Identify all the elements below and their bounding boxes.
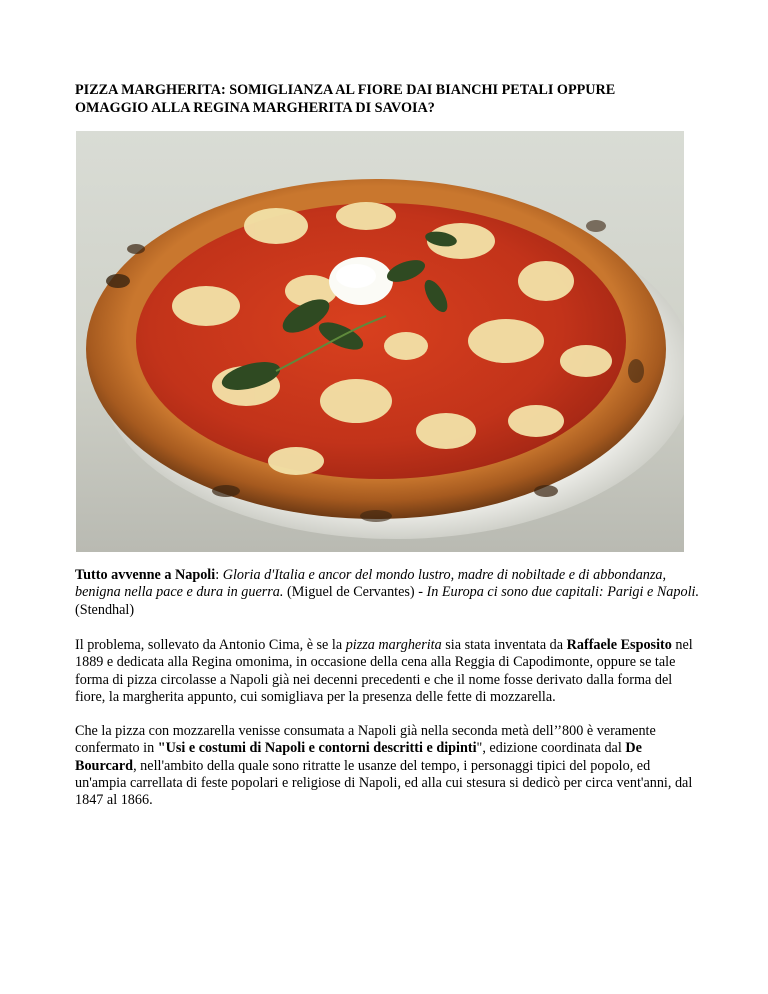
- title-line-2: OMAGGIO ALLA REGINA MARGHERITA DI SAVOIA?: [75, 99, 435, 116]
- emphasis-pizza-margherita: pizza margherita: [345, 637, 442, 653]
- bold-raffaele-esposito: Raffaele Esposito: [566, 637, 672, 653]
- cervantes-attribution: (Miguel de Cervantes) -: [283, 584, 427, 601]
- pizza-margherita-photo: [76, 131, 684, 552]
- text-run: ", edizione coordinata dal: [476, 740, 626, 757]
- text-run: Il problema, sollevato da Antonio Cima, è se la: [75, 637, 346, 653]
- page-title: [75, 82, 695, 117]
- intro-lead: Tutto avvenne a Napoli: [75, 567, 216, 583]
- stendhal-quote: In Europa ci sono due capitali: Parigi e Napoli.: [426, 584, 700, 601]
- bold-de-bourcard: De Bourcard: [75, 740, 642, 774]
- body-paragraph-1: [75, 637, 700, 706]
- intro-paragraph: [75, 567, 700, 619]
- cervantes-quote: Gloria d'Italia e ancor del mondo lustro, madre di nobiltade e di abbondanza, benigna nella pace e dura in guerra.: [75, 567, 667, 601]
- stendhal-attribution: (Stendhal): [75, 601, 135, 618]
- text-run: , nell'ambito della quale sono ritratte le usanze del tempo, i personaggi tipici del popolo, ed un'ampia carrellata di feste popolari e religiose di Napoli, ed alla cui stesura si dedicò per circa vent'anni, dal 1847 al 1866.: [75, 757, 693, 809]
- body-paragraph-2: [75, 723, 700, 809]
- text-run: sia stata inventata da: [441, 637, 567, 653]
- bold-book-title: "Usi e costumi di Napoli e contorni descritti e dipinti: [157, 740, 477, 757]
- text-run: Che la pizza con mozzarella venisse consumata a Napoli già nella seconda metà dell’’800 è veramente confermato in: [75, 723, 656, 757]
- text-run: nel 1889 e dedicata alla Regina omonima, in occasione della cena alla Reggia di Capodimonte, oppure se tale forma di pizza circolasse a Napoli già nei decenni precedenti e che il nome fosse derivato dalla forma del fiore, la margherita appunto, cui somigliava per la presenza delle fette di mozzarella.: [75, 637, 693, 705]
- title-line-1: PIZZA MARGHERITA: SOMIGLIANZA AL FIORE DAI BIANCHI PETALI OPPURE: [75, 82, 616, 98]
- intro-colon: :: [215, 567, 223, 583]
